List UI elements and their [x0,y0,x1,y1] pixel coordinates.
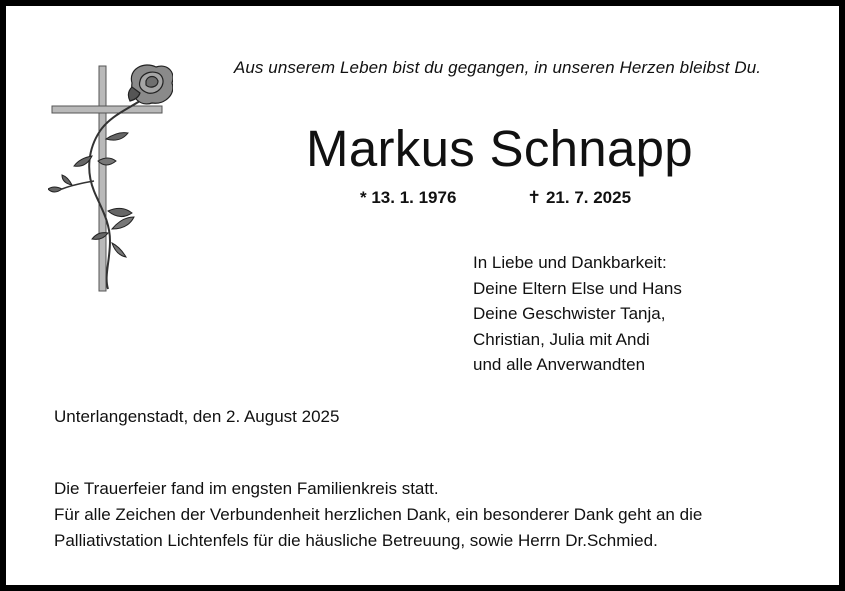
mourners-block [473,250,682,378]
place-and-date: Unterlangenstadt, den 2. August 2025 [54,407,340,426]
mourners-line: Christian, Julia mit Andi [473,329,650,349]
mourners-line: Deine Eltern Else und Hans [473,278,682,298]
birth-date: * 13. 1. 1976 [360,188,457,207]
closing-line: Die Trauerfeier fand im engsten Familienkreis statt. [54,479,439,498]
cross-with-rose-icon [48,61,173,296]
motto: Aus unserem Leben bist du gegangen, in unseren Herzen bleibst Du. [233,58,762,77]
obituary-card [6,6,839,585]
death-date: ✝ 21. 7. 2025 [527,188,632,207]
mourners-line: In Liebe und Dankbarkeit: [473,253,667,272]
closing-line: Für alle Zeichen der Verbundenheit herzlichen Dank, ein besonderer Dank geht an die [54,505,703,524]
mourners-line: und alle Anverwandten [473,355,646,375]
closing-text [54,476,702,554]
deceased-name: Markus Schnapp [306,120,693,177]
closing-line: Palliativstation Lichtenfels für die häusliche Betreuung, sowie Herrn Dr.Schmied. [54,531,658,550]
mourners-line: Deine Geschwister Tanja, [473,304,666,324]
